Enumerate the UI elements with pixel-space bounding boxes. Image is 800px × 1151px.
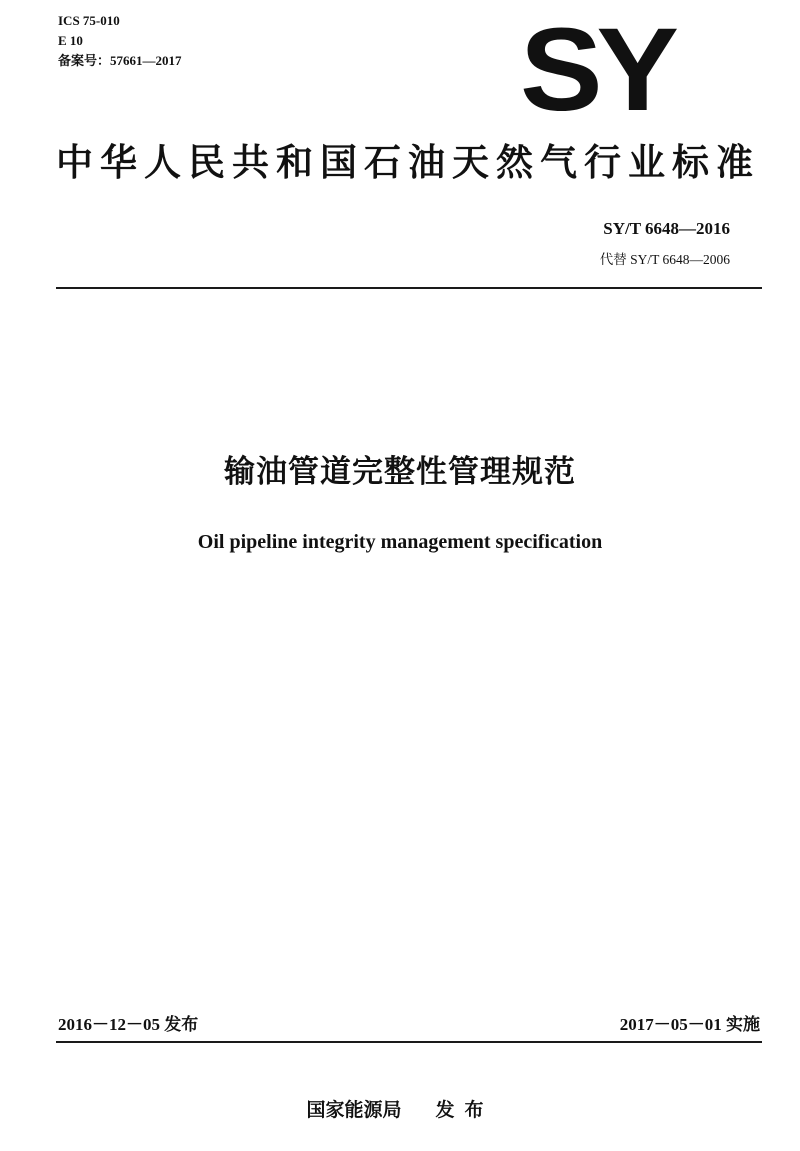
implementation-date: 2017－05－01 实施 <box>619 1015 760 1034</box>
issue-date: 2016－12－05 发布 <box>58 1015 199 1034</box>
org-title: 中华人民共和国石油天然气行业标准 <box>56 141 760 184</box>
replaces-standard: 代替 SY/T 6648—2006 <box>599 252 730 267</box>
ics-code: ICS 75-010 <box>58 13 120 28</box>
bottom-divider <box>56 1041 762 1043</box>
issuer-action: 发布 <box>435 1099 494 1121</box>
ccs-code: E 10 <box>58 33 83 48</box>
sy-logo: SY <box>520 4 673 136</box>
standard-number: SY/T 6648—2016 <box>603 219 730 238</box>
issuer-line <box>0 1096 800 1124</box>
issuing-authority: 国家能源局 <box>306 1099 402 1121</box>
top-divider <box>56 287 762 289</box>
document-title-cn: 输油管道完整性管理规范 <box>224 454 576 490</box>
filing-number: 备案号：57661—2017 <box>58 53 182 68</box>
document-title-en: Oil pipeline integrity management specification <box>197 531 603 553</box>
